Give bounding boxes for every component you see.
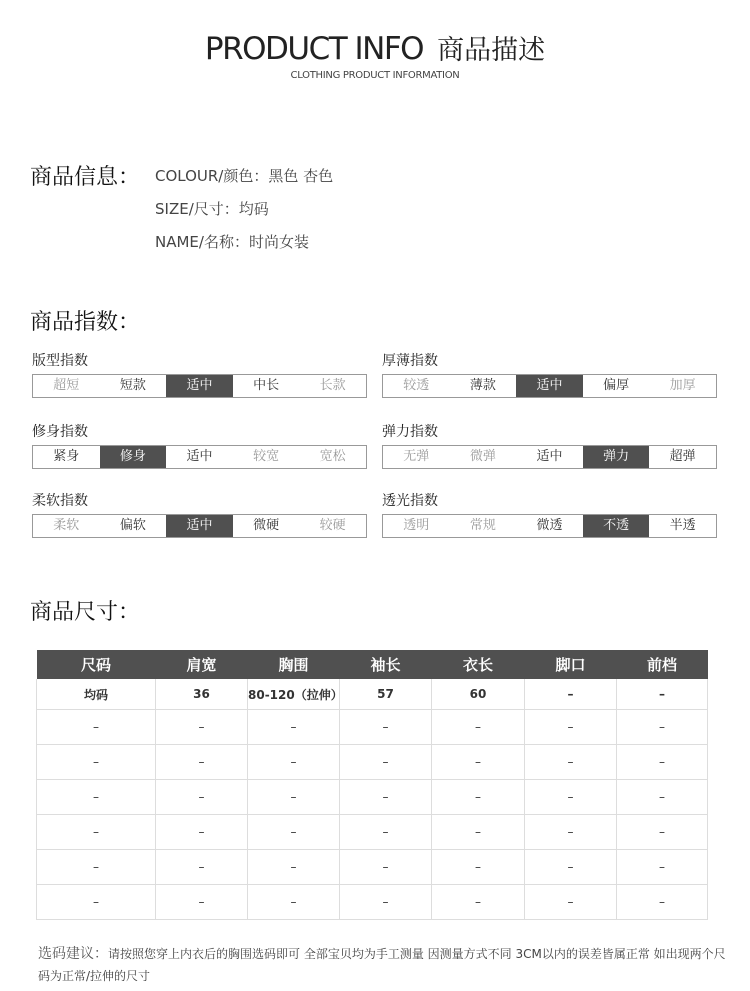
index-option: 中长 bbox=[253, 378, 280, 393]
table-row bbox=[37, 780, 708, 815]
size-cell: – bbox=[156, 780, 248, 815]
index-option: 柔软 bbox=[53, 518, 80, 533]
size-cell: – bbox=[248, 745, 340, 780]
size-cell: 60 bbox=[432, 679, 525, 710]
index-label: 弹力指数 bbox=[382, 424, 438, 440]
index-option-selected: 不透 bbox=[583, 515, 650, 537]
index-option: 较硬 bbox=[319, 518, 346, 533]
index-option: 无弹 bbox=[403, 449, 430, 464]
table-row bbox=[37, 850, 708, 885]
size-cell: – bbox=[617, 815, 708, 850]
size-cell: – bbox=[248, 815, 340, 850]
size-cell: – bbox=[340, 745, 432, 780]
note-text: 请按照您穿上内衣后的胸围选码即可 全部宝贝均为手工测量 因测量方式不同 3CM以内的误差皆属正常 如出现两个尺码为正常/拉伸的尺寸 bbox=[38, 947, 726, 983]
size-advice-note bbox=[38, 943, 728, 987]
index-label: 版型指数 bbox=[32, 353, 88, 369]
index-option: 微硬 bbox=[253, 518, 280, 533]
size-cell: – bbox=[340, 710, 432, 745]
size-header-cell: 前档 bbox=[617, 650, 708, 679]
page-subtitle: CLOTHING PRODUCT INFORMATION bbox=[290, 70, 460, 81]
index-option: 较透 bbox=[403, 378, 430, 393]
product-index-title: 商品指数： bbox=[30, 310, 141, 335]
table-row bbox=[37, 885, 708, 920]
size-cell: – bbox=[432, 745, 525, 780]
size-cell: – bbox=[37, 815, 156, 850]
size-header-cell: 尺码 bbox=[37, 650, 156, 679]
index-scale bbox=[32, 374, 367, 398]
size-cell: – bbox=[525, 745, 617, 780]
index-scale bbox=[382, 445, 717, 469]
size-table-wrapper bbox=[36, 650, 708, 920]
size-header-cell: 肩宽 bbox=[156, 650, 248, 679]
size-cell: – bbox=[340, 780, 432, 815]
index-scale bbox=[382, 374, 717, 398]
index-option: 紧身 bbox=[53, 449, 80, 464]
size-cell: – bbox=[617, 745, 708, 780]
index-option-selected: 修身 bbox=[100, 446, 167, 468]
note-label: 选码建议： bbox=[38, 946, 108, 962]
size-cell: – bbox=[525, 780, 617, 815]
size-header-cell: 脚口 bbox=[525, 650, 617, 679]
size-cell: – bbox=[525, 710, 617, 745]
index-label: 厚薄指数 bbox=[382, 353, 438, 369]
index-option: 适中 bbox=[536, 449, 563, 464]
size-cell: – bbox=[156, 710, 248, 745]
index-option: 宽松 bbox=[319, 449, 346, 464]
index-scale bbox=[32, 514, 367, 538]
size-cell: – bbox=[617, 850, 708, 885]
size-header-cell: 袖长 bbox=[340, 650, 432, 679]
index-option: 长款 bbox=[319, 378, 346, 393]
product-info-title: 商品信息： bbox=[30, 165, 141, 190]
index-option: 超弹 bbox=[669, 449, 696, 464]
size-header-cell: 胸围 bbox=[248, 650, 340, 679]
index-option: 微透 bbox=[536, 518, 563, 533]
info-colour: COLOUR/颜色：黑色 杏色 bbox=[155, 167, 334, 185]
size-cell: – bbox=[617, 679, 708, 710]
info-name: NAME/名称：时尚女装 bbox=[155, 233, 309, 251]
title-zh: 商品描述 bbox=[437, 35, 546, 66]
size-cell: – bbox=[432, 850, 525, 885]
index-option-selected: 弹力 bbox=[583, 446, 650, 468]
index-label: 柔软指数 bbox=[32, 493, 88, 509]
size-cell: – bbox=[248, 850, 340, 885]
index-option: 较宽 bbox=[253, 449, 280, 464]
index-option: 常规 bbox=[469, 518, 496, 533]
index-option: 短款 bbox=[119, 378, 146, 393]
size-section-title: 商品尺寸： bbox=[30, 600, 141, 625]
index-option: 超短 bbox=[53, 378, 80, 393]
table-row bbox=[37, 679, 708, 710]
size-cell: – bbox=[37, 745, 156, 780]
size-cell: – bbox=[432, 780, 525, 815]
table-row bbox=[37, 745, 708, 780]
index-option: 微弹 bbox=[469, 449, 496, 464]
index-option-selected: 适中 bbox=[516, 375, 583, 397]
index-option: 加厚 bbox=[669, 378, 696, 393]
size-cell: – bbox=[156, 745, 248, 780]
size-cell: – bbox=[156, 850, 248, 885]
index-label: 透光指数 bbox=[382, 493, 438, 509]
size-cell: – bbox=[248, 780, 340, 815]
size-cell: 36 bbox=[156, 679, 248, 710]
size-cell: – bbox=[37, 885, 156, 920]
index-scale bbox=[382, 514, 717, 538]
page-title bbox=[0, 28, 750, 67]
size-cell: – bbox=[432, 815, 525, 850]
size-cell: – bbox=[617, 885, 708, 920]
index-option-selected: 适中 bbox=[166, 375, 233, 397]
size-cell: – bbox=[340, 815, 432, 850]
size-cell: – bbox=[340, 885, 432, 920]
size-cell: – bbox=[525, 885, 617, 920]
index-option: 薄款 bbox=[469, 378, 496, 393]
size-table-header bbox=[37, 650, 708, 679]
size-table bbox=[36, 650, 708, 920]
size-cell: – bbox=[617, 710, 708, 745]
size-cell: – bbox=[156, 815, 248, 850]
size-cell: – bbox=[37, 780, 156, 815]
size-cell: 均码 bbox=[37, 679, 156, 710]
size-cell: – bbox=[248, 710, 340, 745]
index-option: 偏厚 bbox=[603, 378, 630, 393]
index-option-selected: 适中 bbox=[166, 515, 233, 537]
size-header-cell: 衣长 bbox=[432, 650, 525, 679]
size-cell: 80-120（拉伸） bbox=[248, 679, 340, 710]
index-option: 透明 bbox=[403, 518, 430, 533]
size-cell: – bbox=[525, 850, 617, 885]
size-cell: – bbox=[617, 780, 708, 815]
info-size: SIZE/尺寸：均码 bbox=[155, 200, 269, 218]
index-option: 偏软 bbox=[119, 518, 146, 533]
table-row bbox=[37, 815, 708, 850]
size-cell: – bbox=[156, 885, 248, 920]
size-cell: 57 bbox=[340, 679, 432, 710]
index-label: 修身指数 bbox=[32, 424, 88, 440]
size-cell: – bbox=[37, 850, 156, 885]
title-en: PRODUCT INFO bbox=[204, 31, 424, 67]
table-row bbox=[37, 710, 708, 745]
size-cell: – bbox=[432, 885, 525, 920]
size-cell: – bbox=[37, 710, 156, 745]
size-table-body bbox=[37, 679, 708, 920]
size-cell: – bbox=[432, 710, 525, 745]
index-option: 适中 bbox=[186, 449, 213, 464]
size-cell: – bbox=[248, 885, 340, 920]
size-cell: – bbox=[525, 679, 617, 710]
size-cell: – bbox=[525, 815, 617, 850]
index-scale bbox=[32, 445, 367, 469]
index-option: 半透 bbox=[669, 518, 696, 533]
size-cell: – bbox=[340, 850, 432, 885]
